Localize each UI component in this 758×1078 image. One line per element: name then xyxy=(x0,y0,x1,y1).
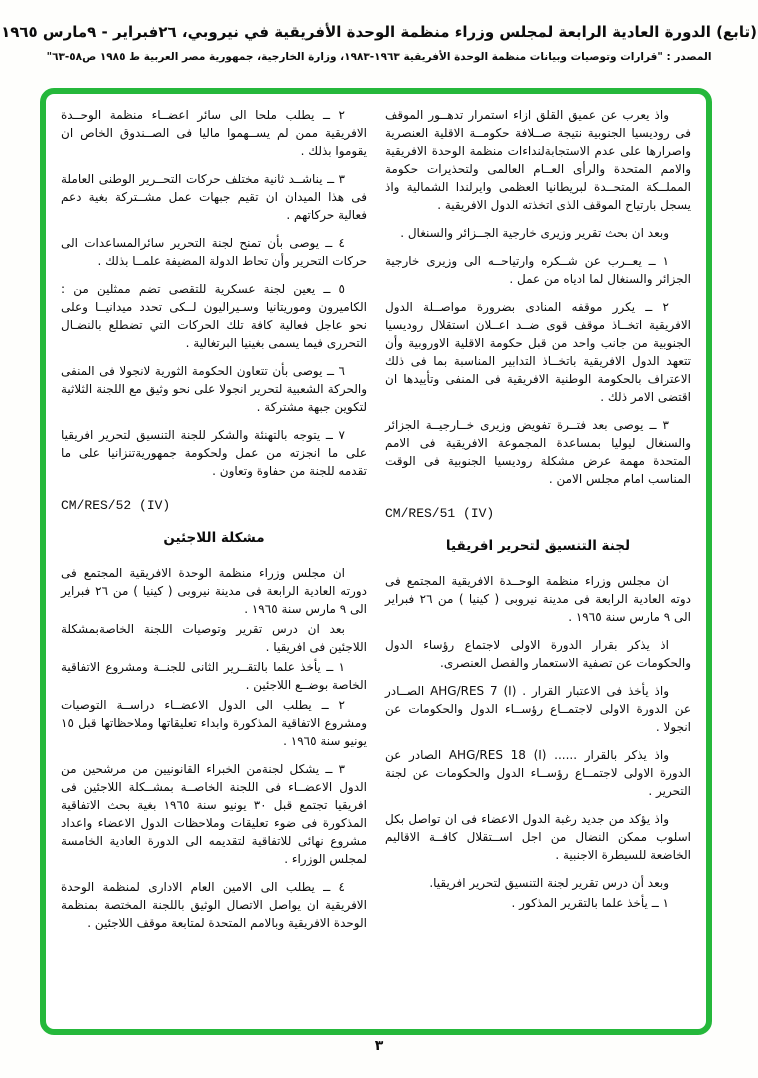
paragraph: ٢ ــ يطلب الى الدول الاعضــاء دراســة التوصيات ومشروع الاتفاقية المذكورة وابداء تعليقاتها وملاحظاتها قبل ١٥ يونيو سنة ١٩٦٥ . xyxy=(61,697,367,748)
paragraph: ٥ ــ يعين لجنة عسكرية للتقصى تضم ممثلين من : الكاميرون وموريتانيا وسـيراليون لــكى تحدد ميدانيــا وعلى نحو عاجل فعالية كافة تلك الحركات التي تضطلع بالنضـال التحررى فيما يسمى بغينيا البرتغالية . xyxy=(61,282,367,350)
paragraph: ١ ــ يأخذ علما بالتقــرير الثانى للجنــة ومشروع الاتفاقية الخاصة بوضــع اللاجئين . xyxy=(61,659,367,692)
paragraph: اذ يذكر بقرار الدورة الاولى لاجتماع رؤساء الدول والحكومات عن تصفية الاستعمار والفصل العنصرى. xyxy=(385,637,691,670)
paragraph: واذ يأخذ فى الاعتبار القرار . AHG/RES 7 (I) الصــادر عن الدورة الاولى لاجتمــاع رؤســاء الدول والحكومات عن انجولا . xyxy=(385,683,691,734)
resolution-code: CM/RES/51 (IV) xyxy=(385,506,495,521)
paragraph: واذ يؤكد من جديد رغبة الدول الاعضاء فى ان تواصل بكل اسلوب ممكن النضال من اجل اســتقلال كافــة الاقاليم الخاضعة للسيطرة الاجنبية . xyxy=(385,811,691,862)
paragraph: واذ يعرب عن عميق القلق ازاء استمرار تدهــور الموقف فى روديسيا الجنوبية نتيجة صــلافة حكومــة الاقلية العنصرية واصرارها على عدم الاستجابةلنداءات منظمة الوحدة الافريقية والامم المتحدة والرأى العــام العالمى ولتحذيرات حكومة المملــكة المتحــدة لبريطانيا العظمى وايرلندا الشمالية واذ يسجل بارتياح الموقف الذى اتخذته الدول الافريقية . xyxy=(385,108,691,212)
page-number: ٣ xyxy=(374,1038,384,1054)
section-heading: لجنة التنسيق لتحرير افريقيا xyxy=(445,537,631,554)
paragraph: ان مجلس وزراء منظمة الوحدة الافريقية المجتمع فى دورته العادية الرابعة فى مدينة نيروبى ( كينيا ) من ٢٦ فبراير الى ٩ مارس سنة ١٩٦٥ . xyxy=(61,565,367,616)
session-title: (تابع) الدورة العادية الرابعة لمجلس وزراء منظمة الوحدة الأفريقية في نيروبي، ٢٦فبراير - ٩مارس ١٩٦٥ xyxy=(1,23,757,41)
section-heading: مشكلة اللاجئين xyxy=(163,529,265,546)
paragraph: ٢ ــ يطلب ملحا الى سائر اعضــاء منظمة الوحــدة الافريقية ممن لم يســهموا ماليا فى الصــندوق الخاص ان يقوموا بذلك . xyxy=(61,108,367,158)
column-second-left xyxy=(61,106,367,1021)
page-header xyxy=(0,22,758,63)
paragraph: ٦ ــ يوصى بأن تتعاون الحكومة الثورية لانجولا فى المنفى والحركة الشعبية لتحرير انجولا على نحو وثيق مع اللجنة الثلاثية لتكوين جبهة مشتركة . xyxy=(61,364,367,414)
paragraph: ١ ــ يعــرب عن شــكره وارتياحــه الى وزيرى خارجية الجزائر والسنغال لما ادياه من عمل . xyxy=(385,254,691,286)
two-column-layout xyxy=(46,94,706,1029)
source-citation: المصدر : "قرارات وتوصيات وبيانات منظمة الوحدة الأفريقية ١٩٦٣-١٩٨٣، وزارة الخارجية، جمهورية مصر العربية ط ١٩٨٥ ص٥٨-٦٣" xyxy=(46,51,712,63)
paragraph: واذ يذكر بالقرار ...... AHG/RES 18 (I) الصادر عن الدورة الاولى لاجتمــاع رؤســاء الدول والحكومات عن لجنة التحرير . xyxy=(385,747,691,798)
paragraph: ٤ ــ يطلب الى الامين العام الادارى لمنظمة الوحدة الافريقية ان يواصل الاتصال الوثيق باللجنة المختصة بمنظمة الوحدة الافريقية وبالامم المتحدة لمتابعة موقف اللاجئين . xyxy=(61,879,367,930)
paragraph: ٧ ــ يتوجه بالتهنئة والشكر للجنة التنسيق لتحرير افريقيا على ما انجزته من عمل ولحكومة جمهوريةتنزانيا على ما تقدمه للجنة من حفاوة وتعاون . xyxy=(61,428,367,478)
paragraph: وبعد ان بحث تقرير وزيرى خارجية الجــزائر والسنغال . xyxy=(400,226,669,240)
column-first-right xyxy=(385,106,691,1021)
paragraph: بعد ان درس تقرير وتوصيات اللجنة الخاصةبمشكلة اللاجئين فى افريقيا . xyxy=(61,621,367,654)
paragraph: ٣ ــ يشكل لجنةمن الخبراء القانونيين من مرشحين من الدول الاعضــاء فى اللجنة الخاصــة بمشــكلة اللاجئين فى افريقيا تجتمع قبل ٣٠ يونيو سنة ١٩٦٥ بغية بحث الاتفاقية المذكورة فى ضوء تعليقات وملاحظات الدول الاعضاء واعداد مشروع نهائى للاتفاقية لتقديمه الى الدورة العادية الخامسة لمجلس الوزراء . xyxy=(61,761,367,866)
paragraph: ٣ ــ يوصى بعد فتــرة تفويض وزيرى خــارجيــة الجزائر والسنغال ليوليا بمساعدة المجموعة الافريقية فى الامم المتحدة مهمة عرض مشكلة روديسيا الجنوبية فى الوقت المناسب امام مجلس الامن . xyxy=(385,418,691,486)
paragraph: ٢ ــ يكرر موقفه المنادى بضرورة مواصــلة الدول الافريقية اتخــاذ موقف قوى ضــد اعــلان استقلال روديسيا الجنوبية من جانب واحد من قبل حكومة الاقلية الاوروبية وأن تتعهد الدول الافريقية باتخــاذ التدابير المناسبة بما فى ذلك الاعتراف بالحكومة الوطنية الافريقية فى المنفى وتأييدها ان اقتضى الامر ذلك . xyxy=(385,300,691,404)
paragraph: ١ ــ يأخذ علما بالتقرير المذكور . xyxy=(511,895,669,910)
resolution-code: CM/RES/52 (IV) xyxy=(61,498,171,513)
paragraph: ٣ ــ يناشــد ثانية مختلف حركات التحــرير الوطنى العاملة فى هذا الميدان ان تقيم جبهات عمل مشــتركة بغية دعم فعالية حركاتهم . xyxy=(61,172,367,222)
content-frame xyxy=(40,88,712,1035)
paragraph: ٤ ــ يوصى بأن تمنح لجنة التحرير سائرالمساعدات الى حركات التحرير وأن تحاط الدولة المضيفة علمــا بذلك . xyxy=(61,236,367,268)
paragraph: وبعد أن درس تقرير لجنة التنسيق لتحرير افريقيا. xyxy=(429,875,669,890)
paragraph: ان مجلس وزراء منظمة الوحــدة الافريقية المجتمع فى دوته العادية الرابعة فى مدينة نيروبى ( كينيا ) من ٢٦ فبراير الى ٩ مارس سنة ١٩٦٥ . xyxy=(385,573,691,624)
